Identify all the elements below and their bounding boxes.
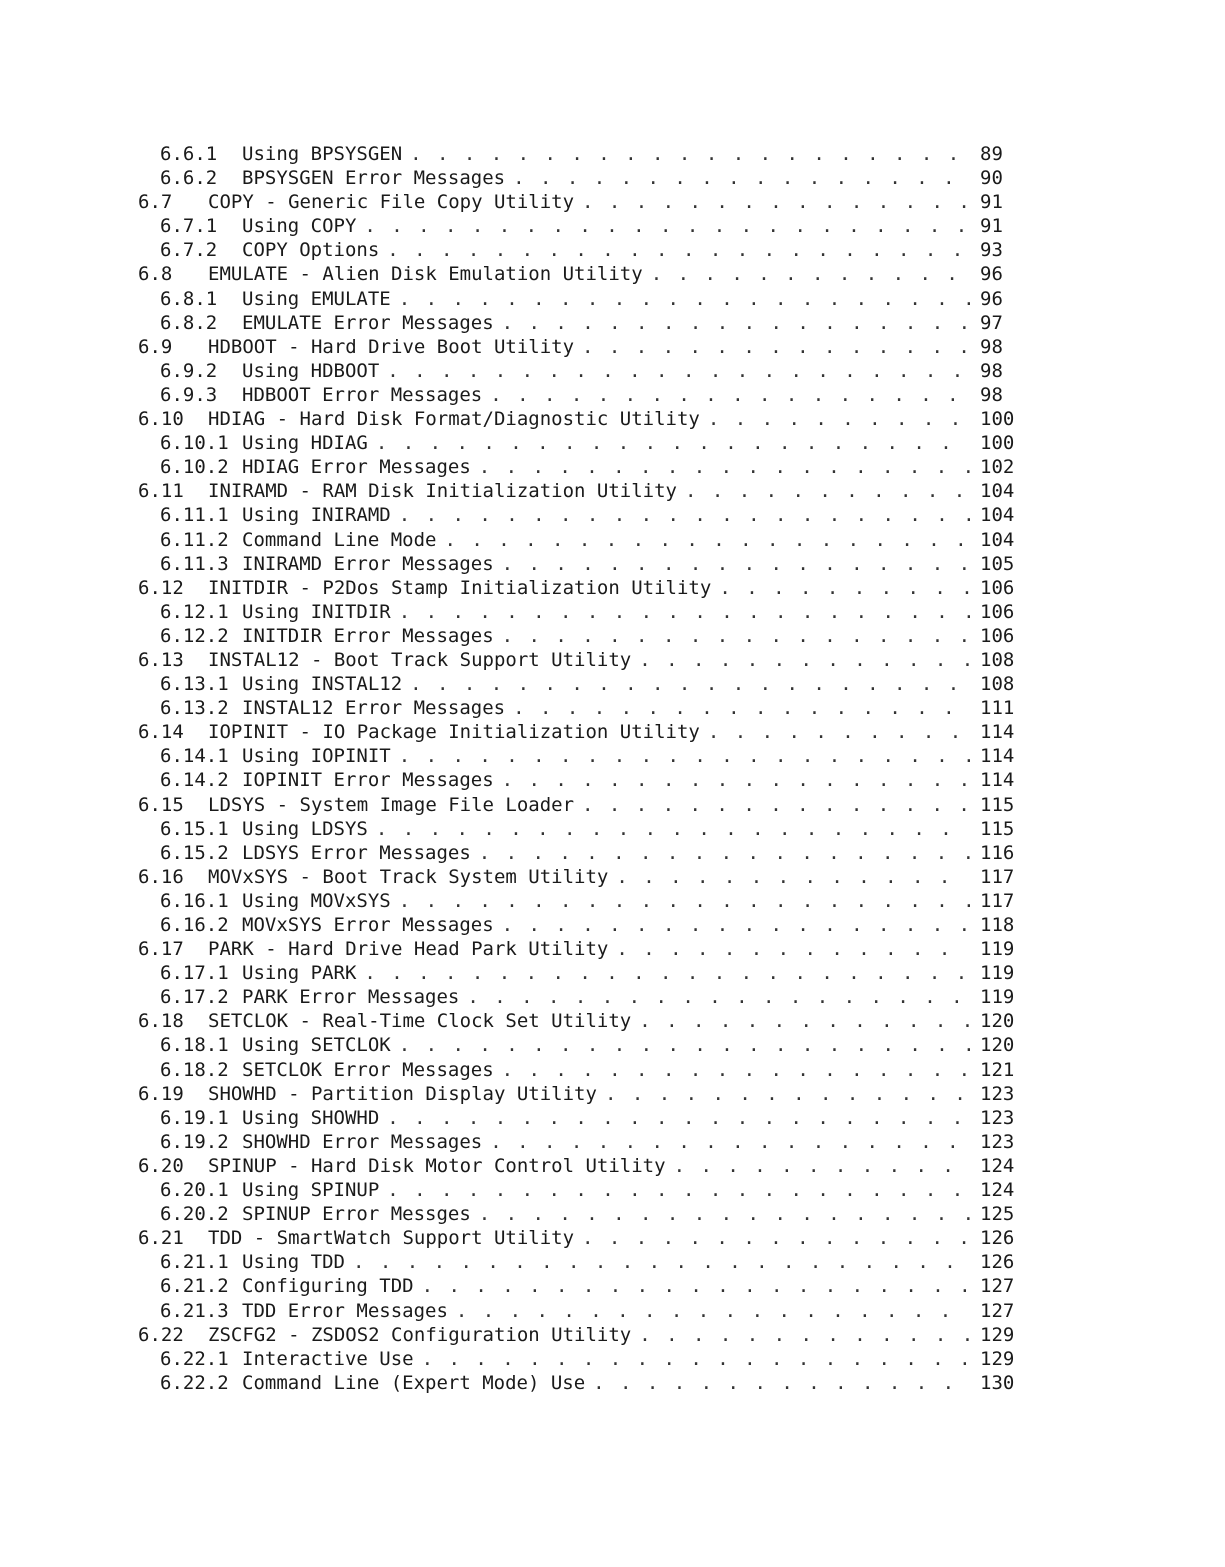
toc-dot-leader <box>376 431 970 455</box>
toc-entry-page: 106 <box>980 600 1015 623</box>
toc-entry-page: 108 <box>980 648 1015 671</box>
toc-entry-page: 123 <box>980 1082 1015 1105</box>
toc-entry[interactable] <box>138 985 1028 1009</box>
toc-entry-number: 6.16 <box>138 865 184 888</box>
toc-entry[interactable] <box>138 648 1028 672</box>
toc-entry-title: COPY Options <box>242 239 380 262</box>
toc-entry-page: 104 <box>980 504 1015 527</box>
toc-dot-leader <box>387 1106 970 1130</box>
toc-entry-title: LDSYS - System Image File Loader <box>208 793 575 816</box>
toc-entry-title: INSTAL12 - Boot Track Support Utility <box>208 648 632 671</box>
toc-entry-page: 119 <box>980 938 1015 961</box>
toc-entry[interactable] <box>138 720 1028 744</box>
toc-entry-number: 6.15.1 <box>160 817 229 840</box>
toc-entry-page: 96 <box>980 263 1003 286</box>
toc-entry-title: SPINUP - Hard Disk Motor Control Utility <box>208 1154 666 1177</box>
toc-entry-title: INITDIR Error Messages <box>242 624 494 647</box>
toc-dot-leader <box>422 1347 970 1371</box>
toc-dot-leader <box>399 889 970 913</box>
toc-entry-title: INITDIR - P2Dos Stamp Initialization Utility <box>208 576 712 599</box>
toc-entry-number: 6.9.2 <box>160 359 218 382</box>
toc-entry-page: 102 <box>980 456 1015 479</box>
toc-entry-page: 127 <box>980 1275 1015 1298</box>
toc-entry-number: 6.17.1 <box>160 962 229 985</box>
toc-entry-title: Using TDD <box>242 1251 345 1274</box>
toc-dot-leader <box>502 768 970 792</box>
toc-dot-leader <box>353 1250 970 1274</box>
toc-entry-number: 6.18.2 <box>160 1058 229 1081</box>
toc-entry-number: 6.10.2 <box>160 456 229 479</box>
toc-dot-leader <box>685 479 970 503</box>
toc-dot-leader <box>479 841 970 865</box>
toc-dot-leader <box>467 985 970 1009</box>
toc-entry-number: 6.13 <box>138 648 184 671</box>
toc-entry-number: 6.18.1 <box>160 1034 229 1057</box>
toc-entry-title: SHOWHD Error Messages <box>242 1130 483 1153</box>
toc-entry-number: 6.20.1 <box>160 1179 229 1202</box>
toc-entry[interactable] <box>138 1033 1028 1057</box>
toc-entry-page: 127 <box>980 1299 1015 1322</box>
toc-entry[interactable] <box>138 793 1028 817</box>
toc-entry-page: 126 <box>980 1251 1015 1274</box>
toc-entry[interactable] <box>138 383 1028 407</box>
toc-entry-title: PARK Error Messages <box>242 986 460 1009</box>
toc-entry-page: 100 <box>980 408 1015 431</box>
toc-entry-page: 90 <box>980 167 1003 190</box>
toc-entry-number: 6.9.3 <box>160 383 218 406</box>
toc-entry-number: 6.12.2 <box>160 624 229 647</box>
toc-entry-page: 106 <box>980 576 1015 599</box>
toc-entry[interactable] <box>138 552 1028 576</box>
toc-entry-number: 6.11.3 <box>160 552 229 575</box>
toc-entry-title: SPINUP Error Messges <box>242 1203 471 1226</box>
toc-entry[interactable] <box>138 190 1028 214</box>
toc-dot-leader <box>364 214 970 238</box>
toc-entry[interactable] <box>138 696 1028 720</box>
toc-entry-number: 6.18 <box>138 1010 184 1033</box>
toc-entry-title: BPSYSGEN Error Messages <box>242 167 506 190</box>
toc-entry-number: 6.20.2 <box>160 1203 229 1226</box>
toc-entry-title: Using EMULATE <box>242 287 391 310</box>
toc-entry[interactable] <box>138 1058 1028 1082</box>
toc-entry[interactable] <box>138 287 1028 311</box>
toc-dot-leader <box>490 383 970 407</box>
toc-entry-number: 6.7.1 <box>160 215 218 238</box>
toc-entry-title: Using INIRAMD <box>242 504 391 527</box>
toc-entry-title: TDD - SmartWatch Support Utility <box>208 1227 575 1250</box>
toc-entry[interactable] <box>138 214 1028 238</box>
toc-entry[interactable] <box>138 1082 1028 1106</box>
toc-dot-leader <box>479 1202 970 1226</box>
toc-entry-title: Using IOPINIT <box>242 745 391 768</box>
toc-entry-number: 6.10.1 <box>160 432 229 455</box>
toc-entry-number: 6.17 <box>138 938 184 961</box>
toc-dot-leader <box>513 166 970 190</box>
toc-entry-title: INIRAMD Error Messages <box>242 552 494 575</box>
toc-dot-leader <box>639 1009 970 1033</box>
toc-entry-title: LDSYS Error Messages <box>242 841 471 864</box>
toc-entry[interactable] <box>138 142 1028 166</box>
toc-entry-number: 6.7.2 <box>160 239 218 262</box>
toc-dot-leader <box>387 238 970 262</box>
toc-entry-page: 114 <box>980 721 1015 744</box>
toc-entry-page: 98 <box>980 335 1003 358</box>
toc-entry-number: 6.22 <box>138 1323 184 1346</box>
toc-entry[interactable] <box>138 744 1028 768</box>
toc-entry-page: 106 <box>980 624 1015 647</box>
toc-entry-title: HDBOOT Error Messages <box>242 383 483 406</box>
toc-dot-leader <box>513 696 970 720</box>
toc-entry-number: 6.6.2 <box>160 167 218 190</box>
toc-entry[interactable] <box>138 503 1028 527</box>
toc-entry[interactable] <box>138 576 1028 600</box>
toc-entry-title: Command Line (Expert Mode) Use <box>242 1371 586 1394</box>
toc-dot-leader <box>593 1371 970 1395</box>
toc-entry-title: Interactive Use <box>242 1347 414 1370</box>
toc-entry-page: 118 <box>980 914 1015 936</box>
toc-entry[interactable] <box>138 262 1028 286</box>
toc-dot-leader <box>422 1274 970 1298</box>
toc-entry[interactable] <box>138 600 1028 624</box>
toc-dot-leader <box>502 1058 970 1082</box>
toc-entry-title: SHOWHD - Partition Display Utility <box>208 1082 597 1105</box>
toc-entry[interactable] <box>138 431 1028 455</box>
toc-dot-leader <box>502 311 970 335</box>
toc-entry-number: 6.11 <box>138 480 184 503</box>
toc-entry[interactable] <box>138 865 1028 889</box>
toc-entry-number: 6.19.1 <box>160 1106 229 1129</box>
toc-entry[interactable] <box>138 1154 1028 1178</box>
toc-entry-number: 6.21 <box>138 1227 184 1250</box>
toc-entry-page: 108 <box>980 673 1015 696</box>
toc-entry[interactable] <box>138 1178 1028 1202</box>
toc-entry-number: 6.7 <box>138 191 173 214</box>
toc-entry-title: HDIAG Error Messages <box>242 456 471 479</box>
toc-entry-number: 6.22.2 <box>160 1371 229 1394</box>
toc-entry-number: 6.14.2 <box>160 769 229 792</box>
toc-entry-page: 114 <box>980 769 1015 792</box>
toc-dot-leader <box>708 407 970 431</box>
toc-entry[interactable] <box>138 1106 1028 1130</box>
toc-entry-page: 105 <box>980 552 1015 575</box>
toc-dot-leader <box>410 672 970 696</box>
toc-entry-title: MOVxSYS Error Messages <box>242 914 494 936</box>
toc-entry-title: TDD Error Messages <box>242 1299 448 1322</box>
toc-entry[interactable] <box>138 672 1028 696</box>
toc-entry-number: 6.14.1 <box>160 745 229 768</box>
toc-entry-page: 120 <box>980 1010 1015 1033</box>
toc-dot-leader <box>456 1299 970 1323</box>
toc-dot-leader <box>364 961 970 985</box>
toc-entry-title: ZSCFG2 - ZSDOS2 Configuration Utility <box>208 1323 632 1346</box>
toc-entry[interactable] <box>138 624 1028 648</box>
toc-entry-title: INSTAL12 Error Messages <box>242 697 506 720</box>
toc-dot-leader <box>479 455 970 479</box>
toc-entry-page: 111 <box>980 697 1015 720</box>
toc-entry-number: 6.13.1 <box>160 673 229 696</box>
toc-entry-number: 6.22.1 <box>160 1347 229 1370</box>
toc-dot-leader <box>582 190 970 214</box>
toc-entry[interactable] <box>138 1226 1028 1250</box>
toc-entry-title: IOPINIT Error Messages <box>242 769 494 792</box>
toc-entry-title: Using MOVxSYS <box>242 889 391 912</box>
toc-dot-leader <box>582 793 970 817</box>
toc-entry-page: 120 <box>980 1034 1015 1057</box>
toc-entry[interactable] <box>138 479 1028 503</box>
toc-entry-page: 104 <box>980 480 1015 503</box>
toc-dot-leader <box>674 1154 970 1178</box>
toc-entry-number: 6.21.2 <box>160 1275 229 1298</box>
toc-dot-leader <box>708 720 970 744</box>
toc-entry-page: 126 <box>980 1227 1015 1250</box>
toc-entry-number: 6.12.1 <box>160 600 229 623</box>
toc-dot-leader <box>719 576 970 600</box>
toc-entry-title: EMULATE Error Messages <box>242 311 494 334</box>
toc-entry-page: 89 <box>980 143 1003 165</box>
toc-entry-page: 130 <box>980 1371 1015 1394</box>
toc-entry[interactable] <box>138 1274 1028 1298</box>
toc-entry-number: 6.15 <box>138 793 184 816</box>
toc-entry-number: 6.8.2 <box>160 311 218 334</box>
toc-entry[interactable] <box>138 1347 1028 1371</box>
toc-dot-leader <box>399 287 970 311</box>
toc-entry-page: 119 <box>980 986 1015 1009</box>
toc-entry-title: Using INITDIR <box>242 600 391 623</box>
toc-entry-page: 96 <box>980 287 1003 310</box>
toc-entry-page: 93 <box>980 239 1003 262</box>
toc-entry-title: Using LDSYS <box>242 817 368 840</box>
toc-entry[interactable] <box>138 359 1028 383</box>
toc-entry[interactable] <box>138 913 1028 937</box>
toc-entry[interactable] <box>138 889 1028 913</box>
toc-dot-leader <box>399 744 970 768</box>
toc-entry-number: 6.16.2 <box>160 914 229 936</box>
toc-dot-leader <box>444 528 970 552</box>
toc-dot-leader <box>502 552 970 576</box>
toc-entry-number: 6.16.1 <box>160 889 229 912</box>
toc-entry-title: EMULATE - Alien Disk Emulation Utility <box>208 263 643 286</box>
toc-entry-title: Using PARK <box>242 962 357 985</box>
toc-entry[interactable] <box>138 1009 1028 1033</box>
toc-entry[interactable] <box>138 455 1028 479</box>
toc-dot-leader <box>651 262 970 286</box>
toc-entry-page: 91 <box>980 191 1003 214</box>
toc-entry-number: 6.9 <box>138 335 173 358</box>
toc-entry-title: Using SETCLOK <box>242 1034 391 1057</box>
toc-dot-leader <box>376 817 970 841</box>
toc-entry[interactable] <box>138 238 1028 262</box>
toc-entry-page: 97 <box>980 311 1003 334</box>
toc-entry[interactable] <box>138 1130 1028 1154</box>
toc-entry[interactable] <box>138 166 1028 190</box>
toc-entry-number: 6.14 <box>138 721 184 744</box>
toc-entry-number: 6.19 <box>138 1082 184 1105</box>
toc-entry-page: 104 <box>980 528 1015 551</box>
toc-entry-page: 117 <box>980 889 1015 912</box>
toc-entry-title: Configuring TDD <box>242 1275 414 1298</box>
toc-entry[interactable] <box>138 1250 1028 1274</box>
toc-entry-page: 124 <box>980 1154 1015 1177</box>
toc-entry[interactable] <box>138 311 1028 335</box>
toc-dot-leader <box>582 1226 970 1250</box>
toc-entry-page: 119 <box>980 962 1015 985</box>
toc-entry-page: 116 <box>980 841 1015 864</box>
toc-entry[interactable] <box>138 1202 1028 1226</box>
toc-entry-title: Command Line Mode <box>242 528 437 551</box>
toc-entry-number: 6.11.2 <box>160 528 229 551</box>
toc-entry-title: SETCLOK Error Messages <box>242 1058 494 1081</box>
toc-dot-leader <box>616 865 970 889</box>
toc-dot-leader <box>616 937 970 961</box>
toc-entry-title: Using INSTAL12 <box>242 673 403 696</box>
toc-entry-number: 6.10 <box>138 408 184 431</box>
toc-dot-leader <box>399 600 970 624</box>
toc-entry-title: SETCLOK - Real-Time Clock Set Utility <box>208 1010 632 1033</box>
toc-dot-leader <box>490 1130 970 1154</box>
toc-entry-number: 6.8.1 <box>160 287 218 310</box>
toc-entry-number: 6.21.1 <box>160 1251 229 1274</box>
toc-entry-title: HDIAG - Hard Disk Format/Diagnostic Utility <box>208 408 700 431</box>
toc-entry-page: 114 <box>980 745 1015 768</box>
toc-entry-page: 129 <box>980 1347 1015 1370</box>
toc-entry-number: 6.11.1 <box>160 504 229 527</box>
toc-entry-page: 115 <box>980 817 1015 840</box>
toc-entry[interactable] <box>138 1299 1028 1323</box>
toc-dot-leader <box>605 1082 970 1106</box>
toc-dot-leader <box>387 1178 970 1202</box>
toc-entry-title: Using HDIAG <box>242 432 368 455</box>
toc-dot-leader <box>410 142 970 166</box>
toc-entry-title: IOPINIT - IO Package Initialization Utility <box>208 721 700 744</box>
toc-entry[interactable] <box>138 961 1028 985</box>
toc-entry-number: 6.19.2 <box>160 1130 229 1153</box>
toc-entry-page: 125 <box>980 1203 1015 1226</box>
toc-entry-page: 98 <box>980 383 1003 406</box>
toc-entry-title: COPY - Generic File Copy Utility <box>208 191 575 214</box>
toc-entry-page: 129 <box>980 1323 1015 1346</box>
toc-entry[interactable] <box>138 407 1028 431</box>
toc-entry-number: 6.17.2 <box>160 986 229 1009</box>
toc-dot-leader <box>387 359 970 383</box>
toc-entry-title: Using BPSYSGEN <box>242 143 403 165</box>
toc-dot-leader <box>502 624 970 648</box>
toc-entry-page: 91 <box>980 215 1003 238</box>
toc-entry-page: 100 <box>980 432 1015 455</box>
table-of-contents <box>138 142 1028 1395</box>
toc-entry-page: 121 <box>980 1058 1015 1081</box>
toc-entry[interactable] <box>138 335 1028 359</box>
toc-entry[interactable] <box>138 768 1028 792</box>
toc-entry-number: 6.20 <box>138 1154 184 1177</box>
toc-entry[interactable] <box>138 817 1028 841</box>
toc-entry[interactable] <box>138 937 1028 961</box>
toc-entry-number: 6.15.2 <box>160 841 229 864</box>
toc-entry[interactable] <box>138 841 1028 865</box>
toc-entry-title: HDBOOT - Hard Drive Boot Utility <box>208 335 575 358</box>
toc-entry-number: 6.12 <box>138 576 184 599</box>
toc-entry-number: 6.8 <box>138 263 173 286</box>
toc-entry-title: INIRAMD - RAM Disk Initialization Utility <box>208 480 677 503</box>
toc-entry-number: 6.13.2 <box>160 697 229 720</box>
toc-entry[interactable] <box>138 1323 1028 1347</box>
toc-entry-title: PARK - Hard Drive Head Park Utility <box>208 938 609 961</box>
toc-entry-title: Using COPY <box>242 215 357 238</box>
toc-entry-page: 98 <box>980 359 1003 382</box>
toc-dot-leader <box>639 648 970 672</box>
toc-entry[interactable] <box>138 528 1028 552</box>
toc-entry-page: 117 <box>980 865 1015 888</box>
toc-entry[interactable] <box>138 1371 1028 1395</box>
toc-entry-title: Using SHOWHD <box>242 1106 380 1129</box>
toc-entry-page: 115 <box>980 793 1015 816</box>
toc-dot-leader <box>502 913 970 937</box>
toc-entry-title: Using SPINUP <box>242 1179 380 1202</box>
toc-dot-leader <box>399 1033 970 1057</box>
toc-entry-title: MOVxSYS - Boot Track System Utility <box>208 865 609 888</box>
toc-entry-number: 6.6.1 <box>160 143 218 165</box>
toc-entry-page: 123 <box>980 1106 1015 1129</box>
toc-entry-title: Using HDBOOT <box>242 359 380 382</box>
toc-dot-leader <box>399 503 970 527</box>
toc-dot-leader <box>582 335 970 359</box>
toc-entry-page: 124 <box>980 1179 1015 1202</box>
toc-entry-page: 123 <box>980 1130 1015 1153</box>
toc-entry-number: 6.21.3 <box>160 1299 229 1322</box>
toc-dot-leader <box>639 1323 970 1347</box>
